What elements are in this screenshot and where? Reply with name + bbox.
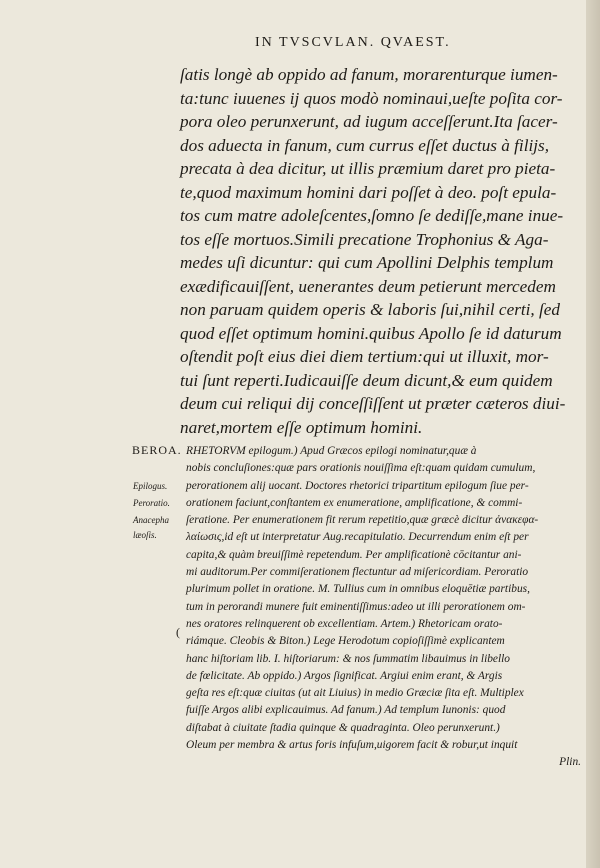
commentary-line: ſeratione. Per enumerationem fit rerum repetitio,quæ græcè dicitur ἀνακεφα-: [186, 514, 539, 527]
main-text-line: naret,mortem eſſe optimum homini.: [180, 417, 423, 437]
commentary-line: RHETORVM epilogum.) Apud Græcos epilogi nominatur,quæ à: [186, 445, 477, 457]
margin-gloss-anacephalaeosis-2: læoſis.: [133, 530, 157, 540]
main-text-block: [180, 63, 580, 439]
main-text-line: tos eſſe mortuos.Simili precatione Trophonius & Aga-: [180, 229, 549, 249]
main-text-line: ſatis longè ab oppido ad fanum, morarenturque iumen-: [180, 65, 558, 84]
main-text-line: oſtendit poſt eius diei diem tertium:qui ut illuxit, mor-: [180, 347, 549, 366]
commentary-line: fuiſſe Argos alibi explicauimus. Ad fanum.) Ad templum Iunonis: quod: [186, 704, 506, 717]
running-head: IN TVSCVLAN. QVAEST.: [255, 35, 451, 50]
margin-gloss-epilogus: Epilogus.: [133, 481, 168, 491]
commentary-line: Plin.: [559, 756, 581, 769]
main-text-line: ta:tunc iuuenes ij quos modò nominaui,ueſte poſita cor-: [180, 88, 563, 108]
main-text-line: non paruam quidem operis & laboris ſui,nihil certi, ſed: [180, 300, 561, 319]
main-text-line: medes uſi dicuntur: qui cum Apollini Delphis templum: [180, 253, 554, 272]
commentary-line: nes oratores relinquerent ob excellentiam. Artem.) Rhetoricam orato-: [186, 617, 503, 630]
main-text-line: tos cum matre adoleſcentes,ſomno ſe dediſſe,mane inue-: [180, 206, 564, 225]
commentary-line: λαίωσις,id eſt ut interpretatur Aug.recapitulatio. Decurrendum enim eſt per: [186, 531, 529, 544]
margin-bracket-marker: (: [176, 625, 180, 639]
commentary-line: riámque. Cleobis & Biton.) Lege Herodotum copioſiſſimè explicantem: [186, 635, 505, 648]
commentary-block: [186, 443, 581, 772]
commentary-line: capita,& quàm breuiſſimè repetendum. Per amplificationè cōcitantur ani-: [186, 548, 522, 561]
commentary-line: plurimum pollet in oratione. M. Tullius cum in omnibus eloquētiæ partibus,: [186, 583, 530, 596]
main-text-line: precata à dea dicitur, ut illis præmium daret pro pieta-: [180, 159, 556, 178]
commentary-lemma-label: BEROA.: [132, 443, 182, 457]
main-text-line: dos aduecta in fanum, cum currus eſſet ductus à filijs,: [180, 135, 550, 155]
main-text-line: deum cui reliqui dij conceſſiſſent ut præter cæteros diui-: [180, 394, 566, 413]
commentary-line: diſtabat à ciuitate ſtadia quinque & quadraginta. Oleo perunxerunt.): [186, 721, 500, 734]
main-text-line: te,quod maximum homini dari poſſet à deo. poſt epula-: [180, 182, 557, 202]
page-gutter-shadow: [586, 0, 600, 868]
commentary-line: de fœlicitate. Ab oppido.) Argos ſignificat. Argiui enim erant, & Argis: [186, 669, 503, 682]
commentary-line: tum in perorandi munere fuit eminentiſſimus:adeo ut illi perorationem om-: [186, 600, 526, 613]
commentary-line: perorationem alij uocant. Doctores rhetorici tripartitum epilogum ſiue per-: [186, 479, 529, 492]
margin-gloss-peroratio: Peroratio.: [133, 498, 170, 508]
commentary-line: Oleum per membra & artus foris infuſum,uigorem facit & robur,ut inquit: [186, 739, 518, 752]
main-text-line: quod eſſet optimum homini.quibus Apollo ſe id daturum: [180, 323, 562, 343]
commentary-line: hanc hiſtoriam lib. I. hiſtoriarum: & nos ſummatim libauimus in libello: [186, 652, 511, 665]
main-text-line: exædificauiſſent, uenerantes deum petierunt mercedem: [180, 276, 556, 296]
commentary-line: mi auditorum.Per commiſerationem flectuntur ad miſericordiam. Peroratio: [186, 566, 529, 579]
commentary-line: nobis concluſiones:quæ pars orationis nouiſſima eſt:quam quidam cumulum,: [186, 462, 536, 475]
commentary-line: geſta res eſt:quæ ciuitas (ut ait Liuius) in medio Græciæ ſita eſt. Multiplex: [186, 687, 524, 700]
main-text-line: pora oleo perunxerunt, ad iugum acceſſerunt.Ita ſacer-: [180, 112, 558, 131]
commentary-line: orationem faciunt,conſtantem ex enumeratione, amplificatione, & commi-: [186, 496, 523, 509]
main-text-line: tui ſunt reperti.Iudicauiſſe deum dicunt,& eum quidem: [180, 370, 553, 390]
margin-gloss-anacephalaeosis-1: Anacepha: [133, 515, 169, 525]
